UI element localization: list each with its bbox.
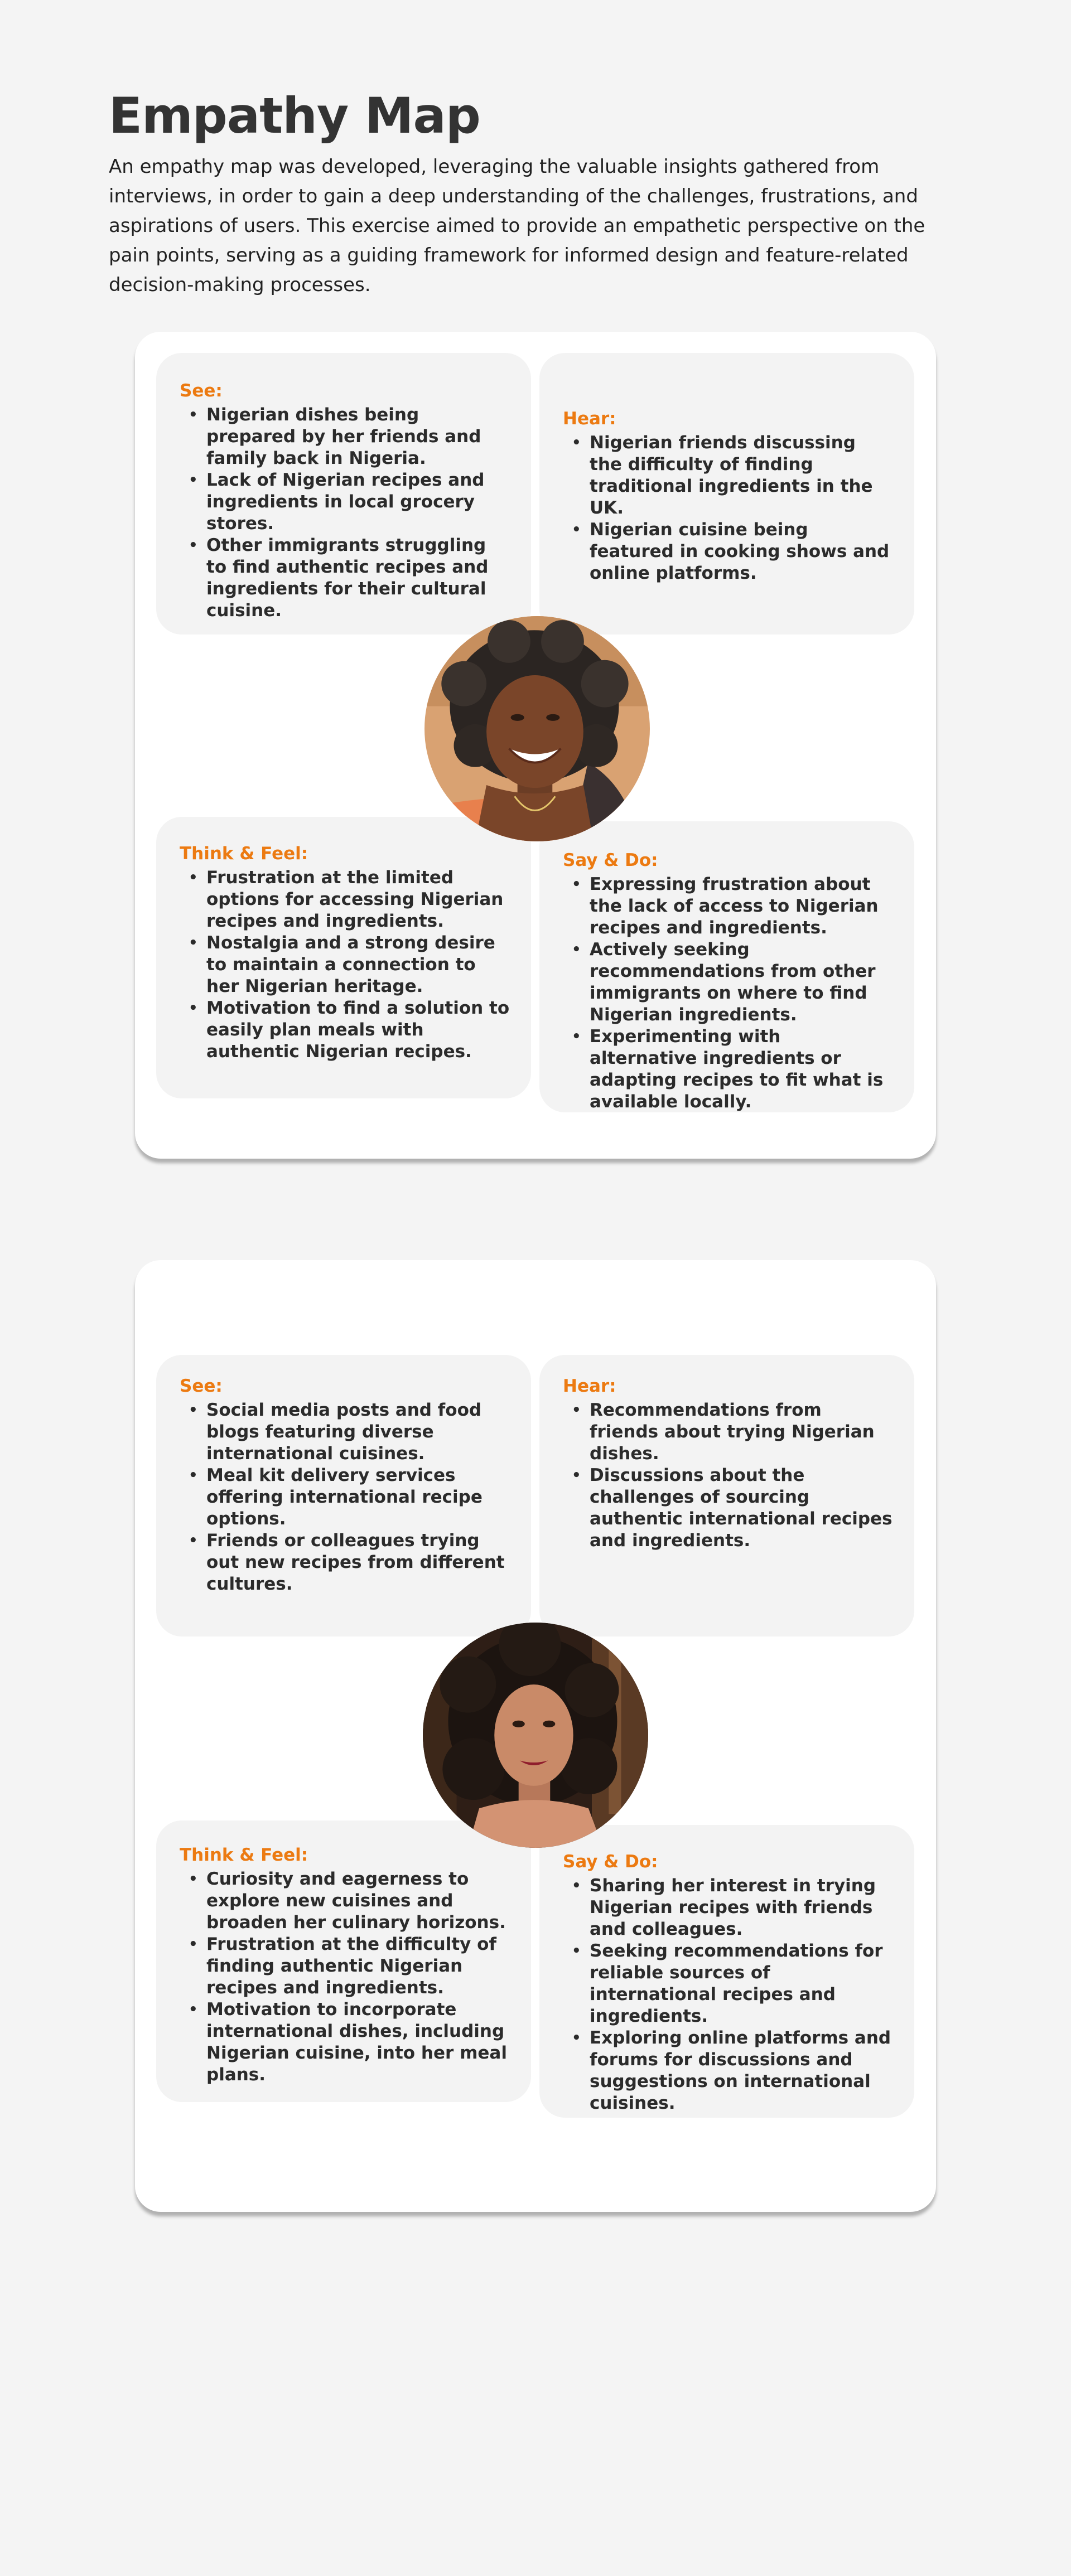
list-item: • Expressing frustration about the lack of access to Nigerian recipes and ingredients. bbox=[563, 874, 893, 939]
hear-label: Hear: bbox=[563, 1376, 616, 1396]
persona-photo bbox=[424, 616, 650, 841]
think-feel-list bbox=[180, 867, 510, 1063]
think-feel-label: Think & Feel: bbox=[180, 844, 308, 864]
hear-label: Hear: bbox=[563, 409, 616, 429]
intro-paragraph: An empathy map was developed, leveraging the valuable insights gathered from interviews, in order to gain a deep understanding of the challenges, frustrations, and aspirations of users. This exercise aimed to provide an empathetic perspective on the pain points, serving as a guiding framework for informed design and feature-related decision-making processes. bbox=[109, 155, 925, 296]
list-item: • Motivation to incorporate international dishes, including Nigerian cuisine, into her meal plans. bbox=[180, 1999, 510, 2086]
list-item: • Meal kit delivery services offering international recipe options. bbox=[180, 1465, 510, 1530]
persona-photo bbox=[423, 1623, 648, 1848]
hear-quadrant bbox=[539, 1355, 914, 1636]
hear-list bbox=[563, 432, 893, 584]
see-list bbox=[180, 404, 510, 622]
list-item: • Lack of Nigerian recipes and ingredients in local grocery stores. bbox=[180, 469, 510, 535]
say-do-list bbox=[563, 874, 893, 1113]
see-label: See: bbox=[180, 1376, 223, 1396]
list-item: • Social media posts and food blogs featuring diverse international cuisines. bbox=[180, 1400, 510, 1465]
say-do-list bbox=[563, 1875, 893, 2114]
think-feel-quadrant bbox=[156, 817, 531, 1098]
hear-list bbox=[563, 1400, 893, 1552]
list-item: • Seeking recommendations for reliable sources of international recipes and ingredients. bbox=[563, 1940, 893, 2027]
persona-photo-image bbox=[424, 616, 650, 841]
list-item: • Frustration at the difficulty of finding authentic Nigerian recipes and ingredients. bbox=[180, 1934, 510, 1999]
list-item: • Actively seeking recommendations from other immigrants on where to find Nigerian ingredients. bbox=[563, 939, 893, 1026]
list-item: • Nigerian friends discussing the difficulty of finding traditional ingredients in the UK. bbox=[563, 432, 893, 519]
say-do-quadrant bbox=[539, 1825, 914, 2118]
list-item: • Nostalgia and a strong desire to maintain a connection to her Nigerian heritage. bbox=[180, 932, 510, 998]
list-item: • Other immigrants struggling to find authentic recipes and ingredients for their cultural cuisine. bbox=[180, 535, 510, 622]
list-item: • Recommendations from friends about trying Nigerian dishes. bbox=[563, 1400, 893, 1465]
see-quadrant bbox=[156, 353, 531, 635]
empathy-map-card bbox=[135, 332, 936, 1159]
say-do-quadrant bbox=[539, 821, 914, 1112]
think-feel-quadrant bbox=[156, 1820, 531, 2102]
page-title: Empathy Map bbox=[109, 87, 480, 144]
list-item: • Exploring online platforms and forums for discussions and suggestions on international cuisines. bbox=[563, 2027, 893, 2114]
list-item: • Frustration at the limited options for accessing Nigerian recipes and ingredients. bbox=[180, 867, 510, 932]
list-item: • Friends or colleagues trying out new recipes from different cultures. bbox=[180, 1530, 510, 1595]
persona-photo-image bbox=[423, 1623, 648, 1848]
say-do-label: Say & Do: bbox=[563, 850, 658, 870]
list-item: • Curiosity and eagerness to explore new cuisines and broaden her culinary horizons. bbox=[180, 1868, 510, 1934]
hear-quadrant bbox=[539, 353, 914, 635]
think-feel-label: Think & Feel: bbox=[180, 1845, 308, 1865]
list-item: • Motivation to find a solution to easily plan meals with authentic Nigerian recipes. bbox=[180, 998, 510, 1063]
say-do-label: Say & Do: bbox=[563, 1852, 658, 1872]
list-item: • Experimenting with alternative ingredients or adapting recipes to fit what is available locally. bbox=[563, 1026, 893, 1113]
empathy-map-card bbox=[135, 1260, 936, 2212]
header bbox=[109, 89, 968, 300]
see-list bbox=[180, 1400, 510, 1595]
see-label: See: bbox=[180, 381, 223, 401]
list-item: • Nigerian cuisine being featured in cooking shows and online platforms. bbox=[563, 519, 893, 584]
list-item: • Sharing her interest in trying Nigerian recipes with friends and colleagues. bbox=[563, 1875, 893, 1940]
think-feel-list bbox=[180, 1868, 510, 2086]
list-item: • Nigerian dishes being prepared by her friends and family back in Nigeria. bbox=[180, 404, 510, 469]
list-item: • Discussions about the challenges of sourcing authentic international recipes and ingredients. bbox=[563, 1465, 893, 1552]
see-quadrant bbox=[156, 1355, 531, 1636]
